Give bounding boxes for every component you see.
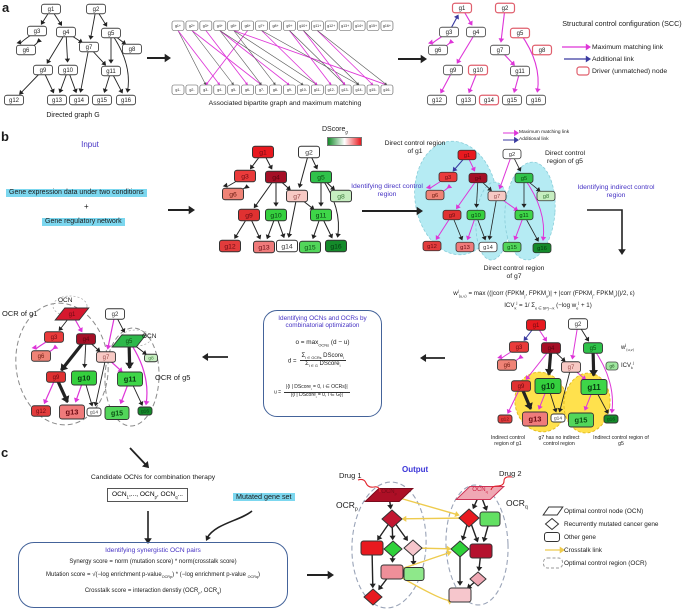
svg-text:g8: g8 [148,356,154,362]
svg-text:g5: g5 [107,31,115,38]
arrow [420,354,445,362]
svg-text:g9: g9 [245,212,253,220]
svg-text:g11: g11 [106,69,116,76]
arrow [562,44,591,51]
svg-text:g13: g13 [258,244,270,252]
svg-text:g15: g15 [507,245,517,252]
svg-text:g4-: g4- [217,88,223,93]
svg-text:g6: g6 [37,354,45,361]
svg-text:g4: g4 [474,176,482,183]
svg-text:g6: g6 [431,193,439,200]
ocn-p-node-label: $OCN_p$ [381,489,397,497]
network-graph-g [5,4,142,105]
scc-legend-driver: Driver (unmatched) node [592,67,668,75]
indirect-region-g5-caption: Indirect control region of g5 [593,435,649,447]
svg-text:g16: g16 [530,98,542,105]
svg-text:g7: g7 [493,194,501,201]
weight-formula: $w^j_{⟨u,v⟩} = \max$ ((|corr ($FPKM_j$, $FPKM_u)|$ + |corr ($FPKM_j$, $FPKM_v)|)/2$, ε) [453,289,635,299]
svg-text:g14: g14 [553,416,563,422]
svg-text:g13+: g13+ [341,24,350,29]
decor-shape [543,507,563,515]
mutated-gene-set-box: Mutated gene set [233,493,295,501]
svg-text:g1: g1 [463,153,471,160]
svg-text:g15-: g15- [369,88,377,93]
optimization-title: Identifying OCNs and OCRs by combinatorial optimization [278,315,367,330]
crosstalk-formula: Crosstalk score = interaction denstiy ($OCR_p$, $OCR_q$) [84,588,222,596]
svg-text:g14: g14 [483,98,495,105]
svg-text:g2: g2 [111,312,119,319]
svg-text:g2: g2 [508,152,516,159]
c-legend-mutated: Recurrently mutated cancer gene [564,520,659,528]
ocn-set-box: $OCN_1$,..., $OCN_p$, $OCN_q$... [107,488,188,502]
svg-text:g6: g6 [22,48,30,55]
arrow [144,511,152,544]
dscore-gradient [327,137,362,146]
svg-text:g6+: g6+ [244,24,251,29]
svg-text:g16-: g16- [383,88,391,93]
svg-text:g1: g1 [47,7,55,14]
ocn-q-node-label: $OCN_q$ [472,487,488,495]
svg-text:g12: g12 [224,243,236,251]
svg-text:g12-: g12- [327,88,335,93]
svg-text:g12: g12 [427,244,437,251]
svg-text:g1: g1 [458,6,466,13]
svg-text:g5+: g5+ [230,24,237,29]
w-edge-label: $w^j_{⟨u,v⟩}$ [621,343,635,353]
svg-text:g13: g13 [460,245,470,252]
input-label: Input [81,140,99,149]
svg-text:g9+: g9+ [286,24,293,29]
svg-text:g5: g5 [516,31,524,38]
svg-text:g13-: g13- [341,88,349,93]
step-identify-indirect: Identifying indirect control region [577,184,655,199]
ocn-label-g5: OCN [142,333,157,340]
svg-text:g12: g12 [431,98,443,105]
svg-text:g10: g10 [77,373,91,383]
scc-legend-matching: Maximum matching link [592,43,664,51]
arrow [545,547,565,554]
svg-text:g14+: g14+ [355,24,364,29]
drug1-label: Drug 1 [339,471,362,480]
svg-text:g6: g6 [503,363,511,370]
arrow [503,130,519,136]
svg-text:g7-: g7- [258,88,265,93]
dscore-label: DScore$_g$ [322,126,348,135]
decor-shape [545,533,560,542]
ocr-g1-caption: OCR of g1 [2,309,38,318]
icv-formula: $ICV_k^j = 1/$ $\Sigma_{e \in SPj\to k}$ (−log $w_e^j + 1$) [504,301,592,311]
c-legend-other: Other gene [564,533,596,541]
u-formula: u = $\frac{|\{i | DScore_i = 0, i \in OCRs\}|}{|\{i | DScore_i = 0, i \in G\}|}$ [274,384,348,399]
svg-text:g9: g9 [39,68,47,75]
decor-shape [606,362,618,370]
svg-text:g16: g16 [140,409,150,415]
svg-text:g3+: g3+ [202,24,209,29]
direct-region-g5-caption: Direct control region of g5 [544,150,586,165]
svg-text:g6: g6 [434,48,442,55]
svg-text:g3: g3 [515,345,523,352]
synergy-title: Identifying synergistic OCN pairs [105,547,201,554]
svg-text:g15: g15 [96,98,108,105]
svg-text:g11: g11 [123,374,137,384]
c-legend-ocr: Optimal control region (OCR) [564,559,647,567]
panel-a-label: a [2,0,10,15]
svg-text:g5-: g5- [231,88,237,93]
arrow [587,210,626,255]
path [206,511,252,541]
decor-shape [546,519,559,530]
svg-text:g10: g10 [472,68,484,75]
svg-text:g6-: g6- [245,88,251,93]
svg-text:g1: g1 [532,323,540,330]
svg-text:g11-: g11- [313,88,321,93]
svg-text:g7: g7 [102,355,110,362]
svg-text:g3: g3 [241,173,249,181]
ocn-label-g1: OCN [58,297,73,304]
ocr-q-label: $OCR_q$ [506,498,528,511]
svg-text:g15+: g15+ [368,24,378,29]
o-formula: $o = \max_{OCNs} (d - u)$ [295,339,350,348]
svg-text:g13: g13 [460,98,472,105]
input-box-expression: Gene expression data under two conditions [6,189,147,197]
network-scc [428,3,552,105]
indirect-region-g1-caption: Indirect control region of g1 [490,435,526,447]
candidate-ocns-caption: Candidate OCNs for combination therapy [90,474,216,481]
svg-text:g14: g14 [89,410,99,416]
synergy-formula: Synergy score = norm (mutation score) * norm(crosstalk score) [69,559,237,565]
svg-text:g2: g2 [305,149,313,157]
svg-text:g10: g10 [270,212,282,220]
svg-text:g9: g9 [52,375,60,382]
direct-region-g1-caption: Direct control region of g1 [384,140,446,155]
svg-text:g9: g9 [449,68,457,75]
c-legend-ocn: Optimal control node (OCN) [564,507,644,515]
svg-text:g5: g5 [317,174,325,182]
svg-text:g14: g14 [73,98,85,105]
arrow [503,137,519,143]
c-legend-crosstalk: Crosstalk link [564,546,602,554]
network-dscore-net [220,146,352,253]
arrow [398,55,427,63]
svg-text:g16: g16 [537,246,547,253]
svg-text:g15: g15 [574,415,588,425]
svg-text:g3: g3 [33,29,41,36]
scc-legend-title: Structural control configuration (SCC) [562,19,682,28]
drug2-label: Drug 2 [499,469,522,478]
icv-edge-label: $ICV_k^j$ [621,361,634,371]
output-label: Output [402,465,429,474]
bipartite-graph [172,21,393,95]
svg-text:g8+: g8+ [272,24,279,29]
svg-text:g1: g1 [68,312,76,319]
scc-legend-additional: Additional link [592,55,634,63]
svg-text:g2: g2 [501,6,509,13]
svg-text:g11: g11 [515,69,525,76]
mini-legend-matching: Maximum matching link [519,129,570,135]
decor-shape [544,558,563,568]
svg-text:g7+: g7+ [258,24,265,29]
svg-text:g7: g7 [293,193,301,201]
input-box-network: Gene regulatory network [42,218,125,226]
svg-text:g13: g13 [65,407,79,417]
svg-text:g10+: g10+ [299,24,308,29]
svg-text:g5: g5 [125,339,133,346]
svg-text:g16: g16 [606,417,616,423]
svg-text:g2+: g2+ [188,24,195,29]
svg-text:g15: g15 [110,410,124,418]
svg-text:g16: g16 [120,98,132,105]
network-indirect-regions-net [497,319,618,437]
svg-text:g2: g2 [574,322,582,329]
svg-text:g4: g4 [272,174,280,182]
svg-text:g4: g4 [62,30,70,37]
svg-text:g7: g7 [85,45,93,52]
svg-text:g8: g8 [128,47,136,54]
svg-text:g14: g14 [483,245,493,252]
svg-text:g10: g10 [541,381,555,391]
decor-shape [577,67,589,75]
svg-text:g10: g10 [62,68,74,75]
bipartite-caption: Associated bipartite graph and maximum matching [208,100,362,107]
svg-text:g2-: g2- [189,88,195,93]
directed-graph-caption: Directed graph G [46,112,100,119]
svg-text:g6: g6 [229,191,237,199]
ocr-g5-caption: OCR of g5 [155,373,191,382]
svg-text:g1+: g1+ [174,24,182,29]
svg-text:g11+: g11+ [313,24,322,29]
svg-text:g9: g9 [517,384,525,391]
svg-text:g12: g12 [8,98,20,105]
svg-text:g1: g1 [259,149,267,157]
arrow [202,353,228,361]
ocr-p-label: $OCR_p$ [336,500,358,513]
svg-text:g1-: g1- [175,88,181,93]
panel-b-label: b [1,129,9,144]
direct-region-g7-caption: Direct control region of g7 [483,265,545,280]
svg-text:g4+: g4+ [216,24,223,29]
svg-text:g8: g8 [538,48,546,55]
network-output-net [349,480,510,610]
svg-text:g14: g14 [281,243,293,251]
svg-text:g2: g2 [92,7,100,14]
svg-text:g7: g7 [496,48,504,55]
arrow [168,206,195,214]
svg-text:g12+: g12+ [327,24,336,29]
synergy-box [18,542,288,608]
svg-text:g13: g13 [51,98,63,105]
arrow [130,448,149,468]
svg-text:g7: g7 [567,365,575,372]
step-identify-direct: Identifying direct control region [351,183,423,198]
svg-text:g15: g15 [304,244,316,252]
svg-text:g12: g12 [35,409,47,416]
mutation-formula: Mutation score = √(−log enrichment p-value$_{OCRp}$) * (−log enrichment p-value $_{OCRq}$) [46,572,260,580]
svg-text:g3: g3 [444,175,452,182]
svg-text:g3: g3 [50,335,58,342]
arrow [147,54,171,62]
input-plus: + [84,202,89,211]
svg-text:g8: g8 [609,363,615,369]
arrow [564,56,591,63]
svg-text:g11: g11 [315,212,327,220]
svg-text:g9: g9 [448,213,456,220]
arrow [362,207,423,215]
svg-text:g5: g5 [520,176,528,183]
optimization-box [263,310,382,417]
svg-text:g8: g8 [337,193,345,201]
svg-text:g4: g4 [547,346,555,353]
mini-legend-additional: Additional link [519,136,549,142]
svg-text:g8-: g8- [272,88,279,93]
svg-text:g3: g3 [445,30,453,37]
svg-text:g10-: g10- [299,88,307,93]
arrow [307,571,334,579]
svg-text:g3-: g3- [203,88,209,93]
svg-text:g12: g12 [500,417,510,423]
svg-text:g14-: g14- [355,88,363,93]
svg-text:g11: g11 [587,382,601,392]
svg-text:g4: g4 [472,30,480,37]
svg-text:g11: g11 [519,213,529,220]
svg-text:g16+: g16+ [382,24,392,29]
d-formula: d = $\frac{\Sigma_{i \in OCRs} DScore_i}{\Sigma_{i \in G} DScore_i}$ [288,353,345,369]
svg-text:g10: g10 [471,213,481,220]
no-indirect-region-caption: g7 has no indirect control region [538,435,580,447]
svg-text:g9-: g9- [286,88,293,93]
svg-text:g15: g15 [506,98,518,105]
svg-text:g4: g4 [82,337,90,344]
panel-c-label: c [1,445,9,460]
svg-text:g16: g16 [330,243,342,251]
svg-text:g8: g8 [542,194,550,201]
svg-text:g13: g13 [528,414,542,424]
svg-text:g5: g5 [589,346,597,353]
